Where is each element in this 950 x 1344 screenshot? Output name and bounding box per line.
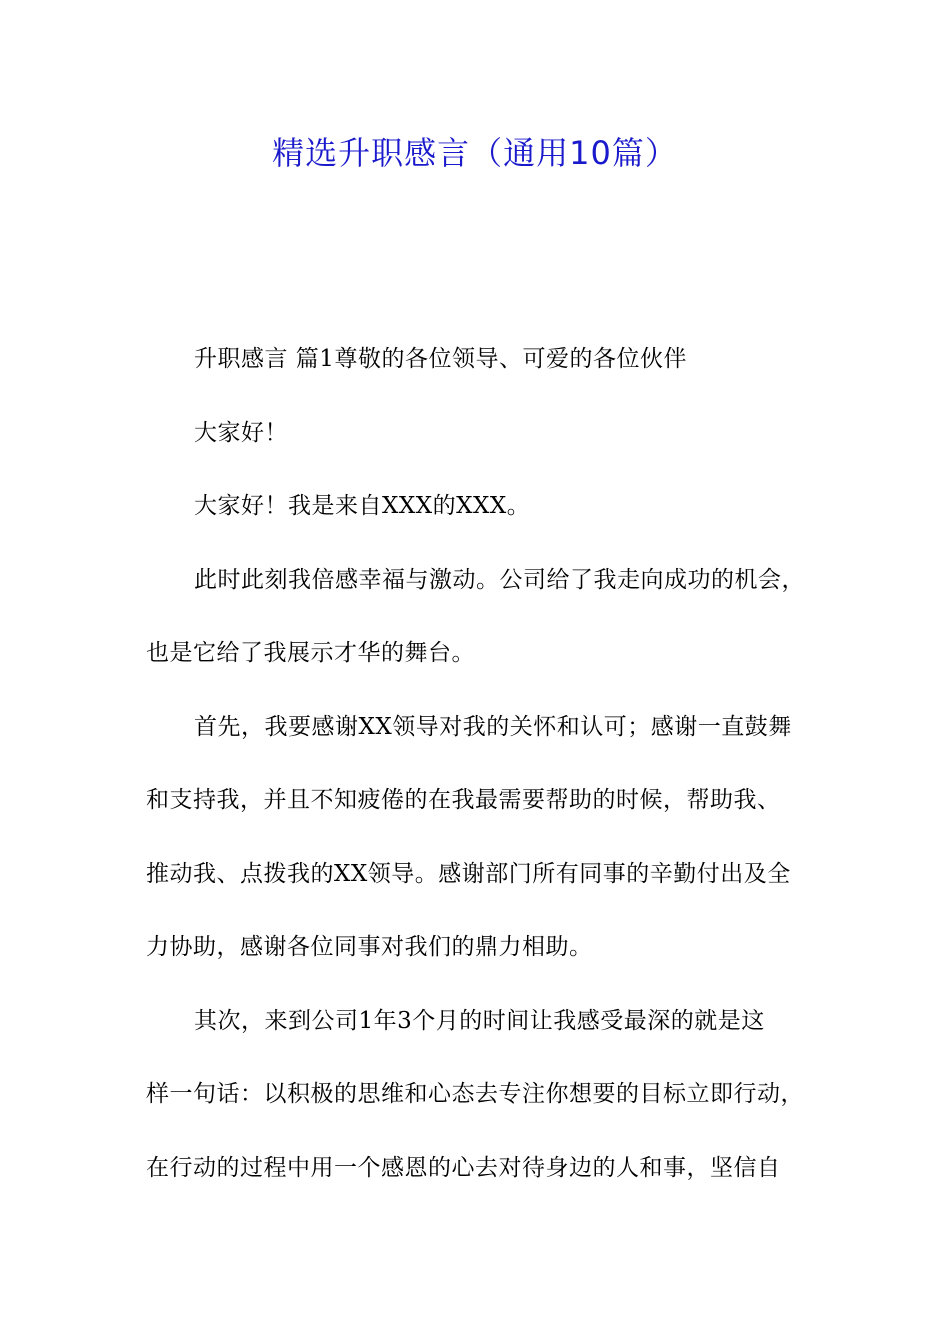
paragraph-line: 升职感言 篇1尊敬的各位领导、可爱的各位伙伴 [194,346,687,372]
paragraph-line: 和支持我，并且不知疲倦的在我最需要帮助的时候，帮助我、 [146,787,781,813]
document-title: 精选升职感言（通用10篇） [272,134,678,172]
document-body [146,335,830,1217]
paragraph-line: 首先，我要感谢XX领导对我的关怀和认可；感谢一直鼓舞 [194,713,792,740]
paragraph-line: 推动我、点拨我的XX领导。感谢部门所有同事的辛勤付出及全 [146,860,791,887]
paragraph-line: 大家好！我是来自XXX的XXX。 [194,493,531,519]
paragraph-line: 力协助，感谢各位同事对我们的鼎力相助。 [146,934,593,960]
paragraph-line: 大家好！ [194,419,288,446]
paragraph-line: 样一句话：以积极的思维和心态去专注你想要的目标立即行动， [146,1081,804,1107]
paragraph-line: 此时此刻我倍感幸福与激动。公司给了我走向成功的机会， [194,566,805,593]
paragraph-line: 其次，来到公司1年3个月的时间让我感受最深的就是这 [194,1007,765,1034]
paragraph-line: 在行动的过程中用一个感恩的心去对待身边的人和事，坚信自 [146,1154,781,1181]
paragraph-line: 也是它给了我展示才华的舞台。 [146,640,475,666]
